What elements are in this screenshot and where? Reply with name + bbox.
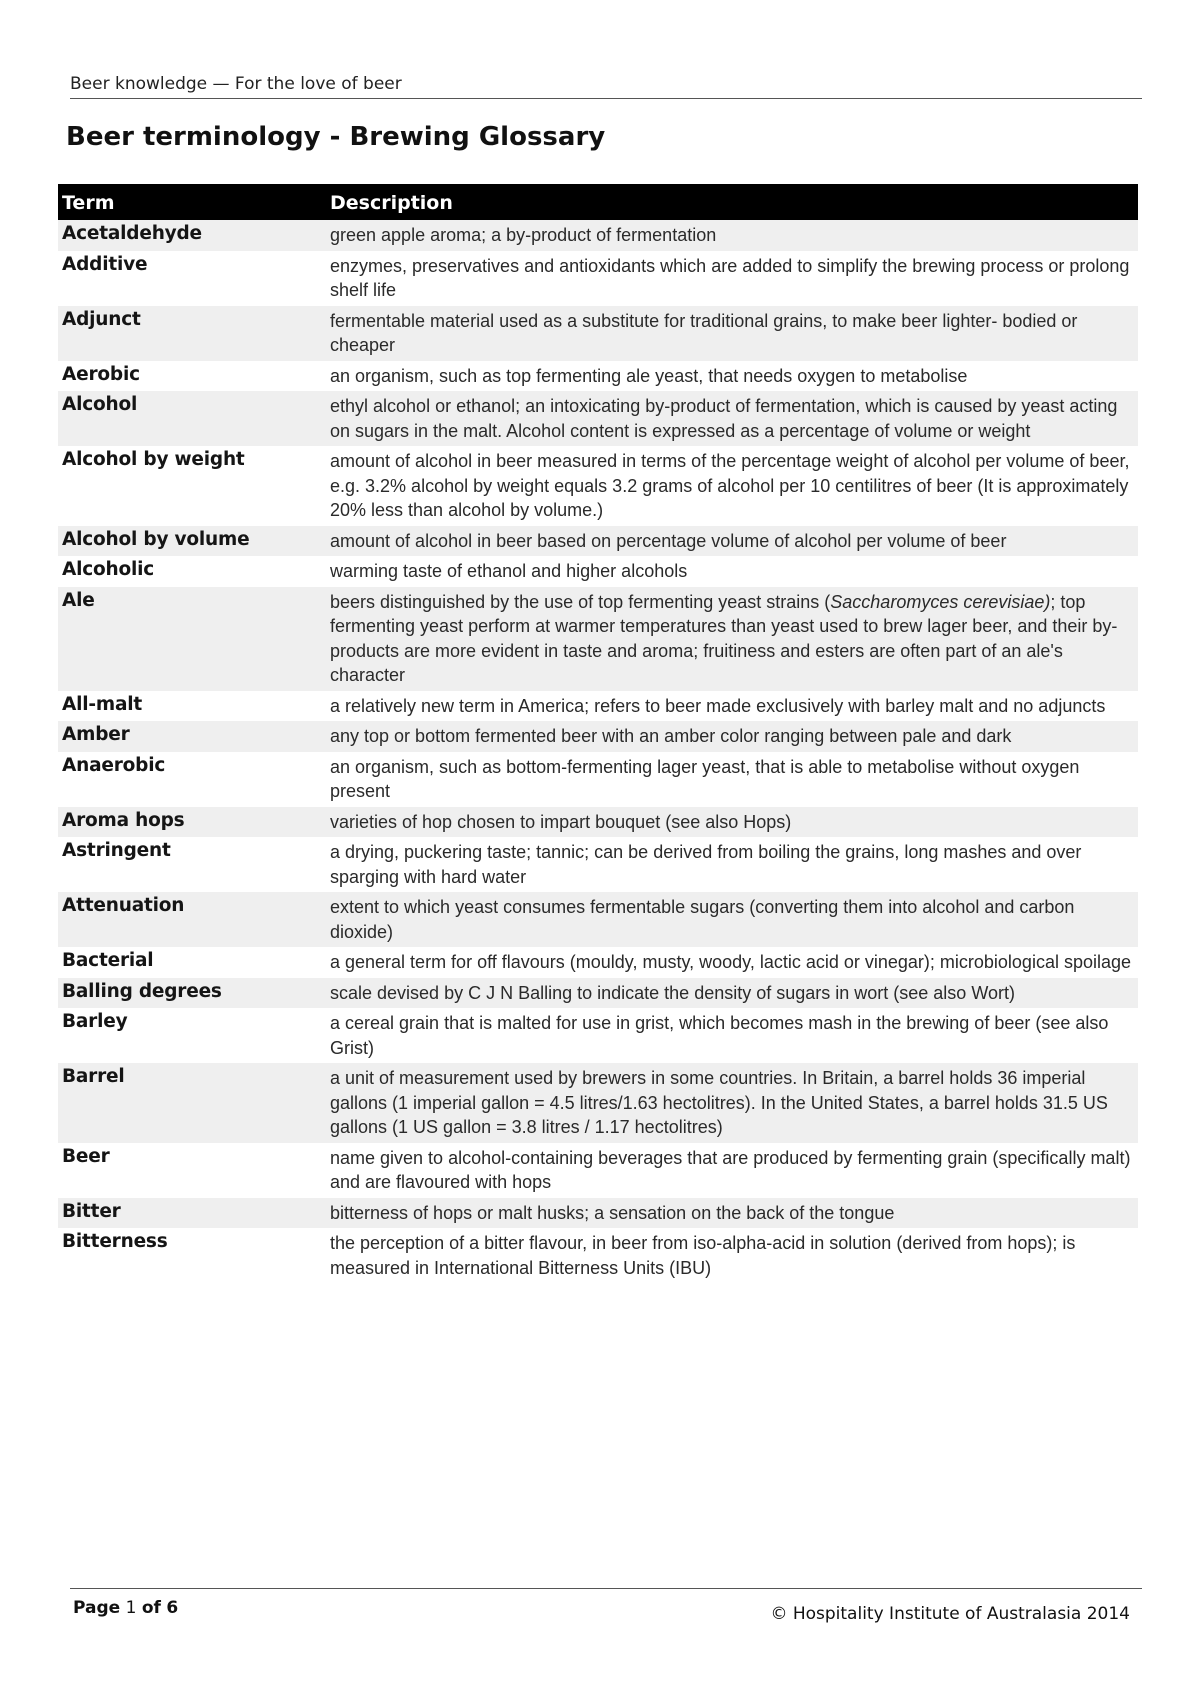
description-text: ; top fermenting yeast perform at warmer temperatures than yeast used to brew lager beer, and their by-products are more evident in taste and aroma; fruitiness and esters are often part of an ale's character [330, 591, 1118, 685]
table-row [58, 391, 1138, 446]
description-cell: any top or bottom fermented beer with an amber color ranging between pale and dark [326, 721, 1138, 752]
table-row [58, 691, 1138, 722]
term-cell: Beer [58, 1143, 326, 1198]
table-row [58, 752, 1138, 807]
scientific-name: Saccharomyces cerevisiae) [830, 591, 1051, 612]
description-cell: varieties of hop chosen to impart bouquet (see also Hops) [326, 807, 1138, 838]
term-cell: Alcoholic [58, 556, 326, 587]
description-cell: a relatively new term in America; refers to beer made exclusively with barley malt and no adjuncts [326, 691, 1138, 722]
term-cell: Alcohol by weight [58, 446, 326, 526]
page-current: 1 [125, 1598, 137, 1618]
description-cell: ethyl alcohol or ethanol; an intoxicating by-product of fermentation, which is caused by yeast acting on sugars in the malt. Alcohol content is expressed as a percentage of volume or weight [326, 391, 1138, 446]
page-of: of [141, 1598, 161, 1618]
page-number [73, 1598, 178, 1618]
description-cell: an organism, such as top fermenting ale yeast, that needs oxygen to metabolise [326, 361, 1138, 392]
description-cell: name given to alcohol-containing beverages that are produced by fermenting grain (specifically malt) and are flavoured with hops [326, 1143, 1138, 1198]
term-cell: Aerobic [58, 361, 326, 392]
glossary-table-header [58, 184, 1138, 220]
term-cell: Barrel [58, 1063, 326, 1143]
table-row [58, 947, 1138, 978]
term-cell: Alcohol by volume [58, 526, 326, 557]
glossary-table [58, 184, 1138, 1283]
description-cell: warming taste of ethanol and higher alcohols [326, 556, 1138, 587]
term-cell: Astringent [58, 837, 326, 892]
table-row [58, 251, 1138, 306]
term-cell: Acetaldehyde [58, 220, 326, 251]
description-cell: scale devised by C J N Balling to indicate the density of sugars in wort (see also Wort) [326, 978, 1138, 1009]
description-cell: a cereal grain that is malted for use in grist, which becomes mash in the brewing of beer (see also Grist) [326, 1008, 1138, 1063]
term-cell: Anaerobic [58, 752, 326, 807]
description-cell: the perception of a bitter flavour, in beer from iso-alpha-acid in solution (derived from hops); is measured in International Bitterness Units (IBU) [326, 1228, 1138, 1283]
term-cell: Balling degrees [58, 978, 326, 1009]
column-header-description: Description [326, 184, 1138, 220]
table-row [58, 220, 1138, 251]
term-cell: Alcohol [58, 391, 326, 446]
table-row [58, 526, 1138, 557]
copyright-notice: © Hospitality Institute of Australasia 2014 [770, 1604, 1130, 1624]
table-row [58, 556, 1138, 587]
description-cell: a unit of measurement used by brewers in some countries. In Britain, a barrel holds 36 imperial gallons (1 imperial gallon = 4.5 litres/1.63 hectolitres). In the United States, a barrel holds 31.5 US gallons (1 US gallon = 3.8 litres / 1.17 hectolitres) [326, 1063, 1138, 1143]
term-cell: Adjunct [58, 306, 326, 361]
term-cell: Bacterial [58, 947, 326, 978]
table-row [58, 721, 1138, 752]
description-cell: green apple aroma; a by-product of fermentation [326, 220, 1138, 251]
table-row [58, 807, 1138, 838]
page-label: Page [73, 1598, 121, 1618]
page-title: Beer terminology - Brewing Glossary [66, 122, 606, 152]
term-cell: Additive [58, 251, 326, 306]
description-cell: enzymes, preservatives and antioxidants which are added to simplify the brewing process or prolong shelf life [326, 251, 1138, 306]
table-row [58, 361, 1138, 392]
term-cell: Ale [58, 587, 326, 691]
table-row [58, 1008, 1138, 1063]
table-row [58, 1143, 1138, 1198]
description-cell: a drying, puckering taste; tannic; can be derived from boiling the grains, long mashes and over sparging with hard water [326, 837, 1138, 892]
description-cell: an organism, such as bottom-fermenting lager yeast, that is able to metabolise without oxygen present [326, 752, 1138, 807]
term-cell: Bitterness [58, 1228, 326, 1283]
page-total: 6 [166, 1598, 179, 1618]
term-cell: Barley [58, 1008, 326, 1063]
description-cell: extent to which yeast consumes fermentable sugars (converting them into alcohol and carbon dioxide) [326, 892, 1138, 947]
column-header-term: Term [58, 184, 326, 220]
description-cell: fermentable material used as a substitute for traditional grains, to make beer lighter- bodied or cheaper [326, 306, 1138, 361]
description-cell [326, 587, 1138, 691]
table-row [58, 837, 1138, 892]
table-row [58, 1063, 1138, 1143]
table-row [58, 1198, 1138, 1229]
description-cell: bitterness of hops or malt husks; a sensation on the back of the tongue [326, 1198, 1138, 1229]
table-row [58, 978, 1138, 1009]
term-cell: Aroma hops [58, 807, 326, 838]
description-text: beers distinguished by the use of top fermenting yeast strains ( [330, 591, 831, 612]
term-cell: All-malt [58, 691, 326, 722]
table-row [58, 892, 1138, 947]
table-row [58, 306, 1138, 361]
description-cell: a general term for off flavours (mouldy, musty, woody, lactic acid or vinegar); microbiological spoilage [326, 947, 1138, 978]
table-row [58, 587, 1138, 691]
running-header: Beer knowledge — For the love of beer [70, 74, 1142, 99]
footer-divider [70, 1588, 1142, 1589]
term-cell: Bitter [58, 1198, 326, 1229]
description-cell: amount of alcohol in beer measured in terms of the percentage weight of alcohol per volume of beer, e.g. 3.2% alcohol by weight equals 3.2 grams of alcohol per 10 centilitres of beer (It is approximately 20% less than alcohol by volume.) [326, 446, 1138, 526]
term-cell: Attenuation [58, 892, 326, 947]
table-row [58, 446, 1138, 526]
table-row [58, 1228, 1138, 1283]
description-cell: amount of alcohol in beer based on percentage volume of alcohol per volume of beer [326, 526, 1138, 557]
term-cell: Amber [58, 721, 326, 752]
